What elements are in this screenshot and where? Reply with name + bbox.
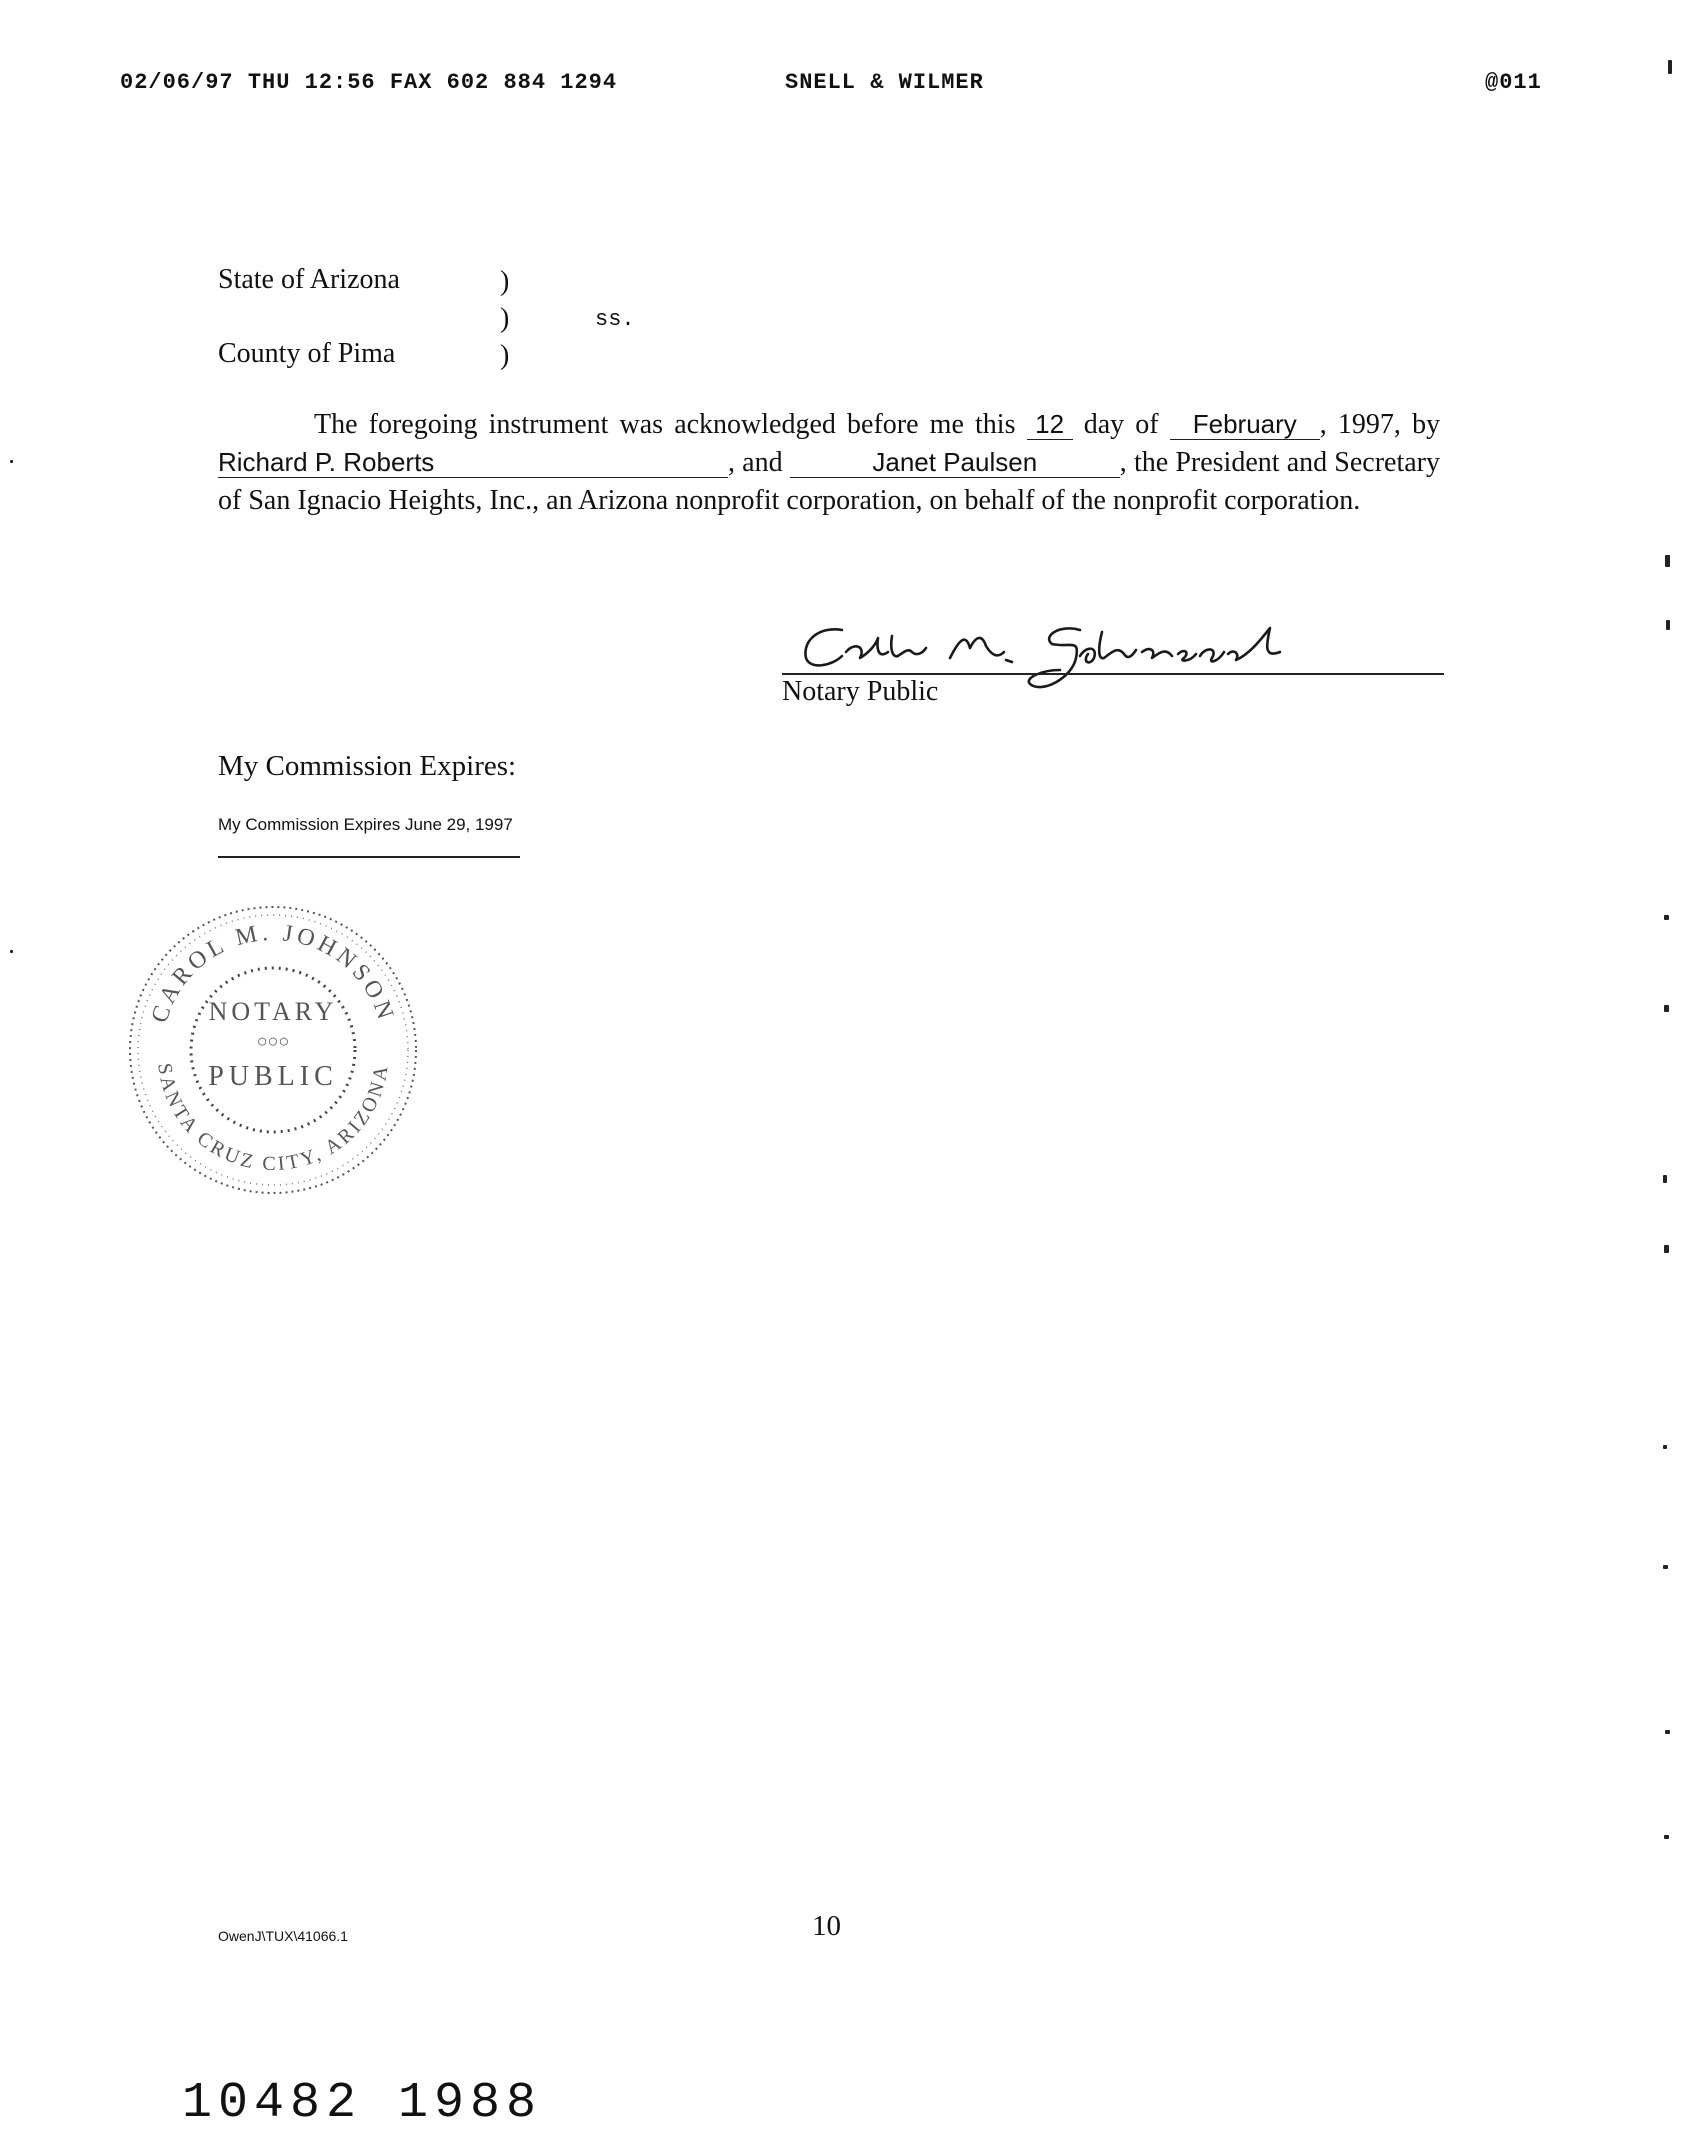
commission-line (218, 856, 520, 858)
scan-speck (1664, 915, 1669, 920)
seal-inner-bottom: PUBLIC (208, 1061, 338, 1092)
notary-seal (118, 895, 428, 1205)
month-field: February (1170, 409, 1320, 440)
day-of-text: day of (1083, 409, 1159, 440)
seal-ornament: ○○○ (256, 1031, 290, 1051)
seal-bottom-text: SANTA CRUZ CITY, ARIZONA (153, 1061, 393, 1176)
scan-speck (1663, 1565, 1668, 1569)
acknowledgment-opening: The foregoing instrument was acknowledged before me this (314, 409, 1016, 440)
scan-speck (1664, 1835, 1669, 1839)
fax-header-sender: SNELL & WILMER (785, 70, 984, 95)
scan-speck (1665, 1730, 1670, 1734)
venue-paren: ) (500, 266, 510, 297)
seal-inner-top: NOTARY (208, 997, 338, 1026)
by-text: by (1412, 409, 1441, 440)
scan-speck (1665, 555, 1670, 567)
notary-public-label: Notary Public (782, 676, 939, 707)
venue-county: County of Pima (218, 338, 396, 369)
scan-speck (1666, 620, 1670, 630)
scan-speck (10, 460, 13, 463)
scan-speck (1664, 1005, 1669, 1012)
venue-paren: ) (500, 303, 510, 334)
commission-stamp: My Commission Expires June 29, 1997 (218, 815, 513, 834)
fax-header-transmission: 02/06/97 THU 12:56 FAX 602 884 1294 (120, 70, 618, 95)
seal-top-text: CAROL M. JOHNSON (146, 919, 400, 1027)
venue-state: State of Arizona (218, 264, 400, 295)
document-id: OwenJ\TUX\41066.1 (218, 1928, 348, 1944)
recording-number: 10482 1988 (182, 2075, 543, 2132)
fax-header-page: @011 (1485, 70, 1542, 95)
acknowledgment-paragraph (218, 406, 1440, 520)
signature-line (782, 673, 1444, 675)
venue-ss: ss. (595, 307, 635, 332)
and-text: , and (728, 447, 783, 478)
page-number: 10 (812, 1910, 841, 1942)
acknowledgment-continuation: , the President and Secretary of San Ignacio Heights, Inc., an Arizona nonprofit corporation, on behalf of the nonprofit corporation. (218, 447, 1441, 516)
scan-speck (1663, 1445, 1667, 1449)
year-text: , 1997, (1319, 409, 1401, 440)
scan-speck (1664, 1245, 1669, 1253)
venue-paren: ) (500, 340, 510, 371)
scan-speck (1668, 60, 1672, 74)
secretary-name-field: Janet Paulsen (790, 447, 1120, 478)
commission-heading: My Commission Expires: (218, 750, 517, 782)
president-name-field: Richard P. Roberts (218, 447, 728, 478)
day-field: 12 (1027, 409, 1073, 440)
scan-speck (1663, 1175, 1667, 1183)
scan-speck (10, 950, 13, 953)
